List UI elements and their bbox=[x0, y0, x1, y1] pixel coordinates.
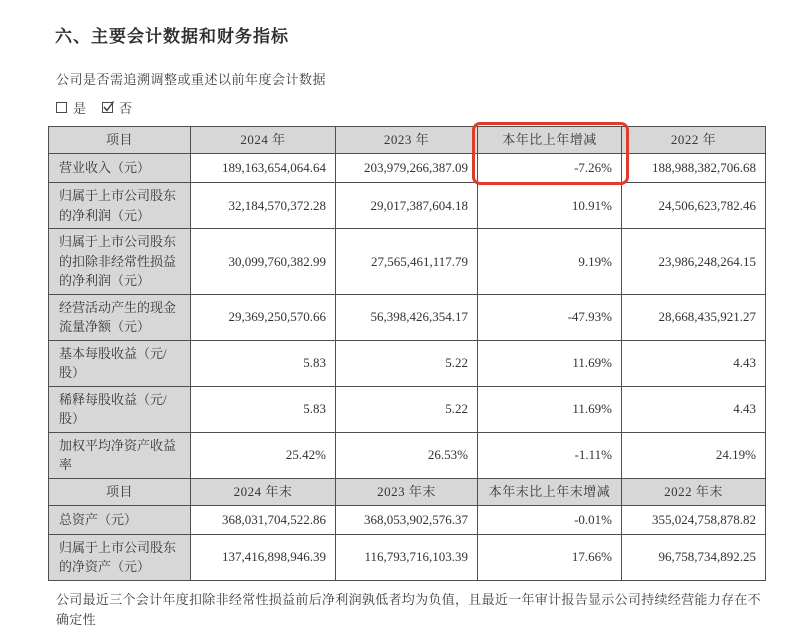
value-change: 11.69% bbox=[478, 386, 622, 432]
value-change: -1.11% bbox=[478, 432, 622, 478]
value-2022: 24.19% bbox=[622, 432, 766, 478]
header-yoy-change: 本年比上年增减 bbox=[478, 127, 622, 154]
row-label: 加权平均净资产收益率 bbox=[49, 432, 191, 478]
header-2023-end: 2023 年末 bbox=[336, 478, 478, 505]
value-2022: 23,986,248,264.15 bbox=[622, 229, 766, 295]
table-row-revenue bbox=[49, 154, 766, 183]
value-2024: 30,099,760,382.99 bbox=[191, 229, 336, 295]
checkbox-no-label: 否 bbox=[119, 98, 132, 117]
restatement-question: 公司是否需追溯调整或重述以前年度会计数据 bbox=[56, 69, 800, 88]
value-2023: 203,979,266,387.09 bbox=[336, 154, 478, 183]
header-2023: 2023 年 bbox=[336, 127, 478, 154]
row-label: 基本每股收益（元/股） bbox=[49, 340, 191, 386]
value-2022: 24,506,623,782.46 bbox=[622, 183, 766, 229]
value-2022: 96,758,734,892.25 bbox=[622, 534, 766, 580]
table-row-operating-cash-flow bbox=[49, 294, 766, 340]
table-row-total-assets bbox=[49, 505, 766, 534]
header-2022: 2022 年 bbox=[622, 127, 766, 154]
value-change: 11.69% bbox=[478, 340, 622, 386]
row-label: 营业收入（元） bbox=[49, 154, 191, 183]
value-change: -47.93% bbox=[478, 294, 622, 340]
row-label: 归属于上市公司股东的净利润（元） bbox=[49, 183, 191, 229]
value-2022: 28,668,435,921.27 bbox=[622, 294, 766, 340]
value-change: -0.01% bbox=[478, 505, 622, 534]
table-row-weighted-avg-roe bbox=[49, 432, 766, 478]
value-2024: 32,184,570,372.28 bbox=[191, 183, 336, 229]
table-header-row-yearend bbox=[49, 478, 766, 505]
financial-indicators-table-wrap bbox=[48, 126, 765, 581]
section-title: 六、主要会计数据和财务指标 bbox=[55, 22, 800, 47]
table-header-row-annual bbox=[49, 127, 766, 154]
table-row-net-profit bbox=[49, 183, 766, 229]
table-row-net-assets bbox=[49, 534, 766, 580]
going-concern-footnote: 公司最近三个会计年度扣除非经常性损益前后净利润孰低者均为负值，且最近一年审计报告显示公司持续经营能力存在不确定性 bbox=[56, 590, 764, 631]
value-change: 9.19% bbox=[478, 229, 622, 295]
row-label: 稀释每股收益（元/股） bbox=[49, 386, 191, 432]
value-2022: 188,988,382,706.68 bbox=[622, 154, 766, 183]
value-2024: 5.83 bbox=[191, 386, 336, 432]
value-2023: 5.22 bbox=[336, 340, 478, 386]
value-2024: 25.42% bbox=[191, 432, 336, 478]
financial-indicators-table bbox=[48, 126, 766, 581]
row-label: 归属于上市公司股东的净资产（元） bbox=[49, 534, 191, 580]
checked-checkbox-icon bbox=[102, 102, 113, 113]
header-2024-end: 2024 年末 bbox=[191, 478, 336, 505]
row-label: 总资产（元） bbox=[49, 505, 191, 534]
header-item: 项目 bbox=[49, 127, 191, 154]
header-yearend-change: 本年末比上年末增减 bbox=[478, 478, 622, 505]
value-2023: 56,398,426,354.17 bbox=[336, 294, 478, 340]
header-item: 项目 bbox=[49, 478, 191, 505]
value-2024: 29,369,250,570.66 bbox=[191, 294, 336, 340]
value-change: -7.26% bbox=[478, 154, 622, 183]
value-2023: 26.53% bbox=[336, 432, 478, 478]
value-2022: 4.43 bbox=[622, 386, 766, 432]
value-2023: 29,017,387,604.18 bbox=[336, 183, 478, 229]
table-row-diluted-eps bbox=[49, 386, 766, 432]
value-change: 10.91% bbox=[478, 183, 622, 229]
value-2022: 355,024,758,878.82 bbox=[622, 505, 766, 534]
value-2023: 116,793,716,103.39 bbox=[336, 534, 478, 580]
restatement-answer-row bbox=[56, 98, 800, 117]
row-label: 经营活动产生的现金流量净额（元） bbox=[49, 294, 191, 340]
value-2024: 137,416,898,946.39 bbox=[191, 534, 336, 580]
value-2023: 5.22 bbox=[336, 386, 478, 432]
table-row-net-profit-excl-nonrecurring bbox=[49, 229, 766, 295]
row-label: 归属于上市公司股东的扣除非经常性损益的净利润（元） bbox=[49, 229, 191, 295]
header-2024: 2024 年 bbox=[191, 127, 336, 154]
header-2022-end: 2022 年末 bbox=[622, 478, 766, 505]
value-2023: 27,565,461,117.79 bbox=[336, 229, 478, 295]
value-2022: 4.43 bbox=[622, 340, 766, 386]
value-2023: 368,053,902,576.37 bbox=[336, 505, 478, 534]
value-change: 17.66% bbox=[478, 534, 622, 580]
value-2024: 189,163,654,064.64 bbox=[191, 154, 336, 183]
value-2024: 368,031,704,522.86 bbox=[191, 505, 336, 534]
value-2024: 5.83 bbox=[191, 340, 336, 386]
checkbox-yes-label: 是 bbox=[73, 98, 86, 117]
table-row-basic-eps bbox=[49, 340, 766, 386]
empty-checkbox-icon bbox=[56, 102, 67, 113]
